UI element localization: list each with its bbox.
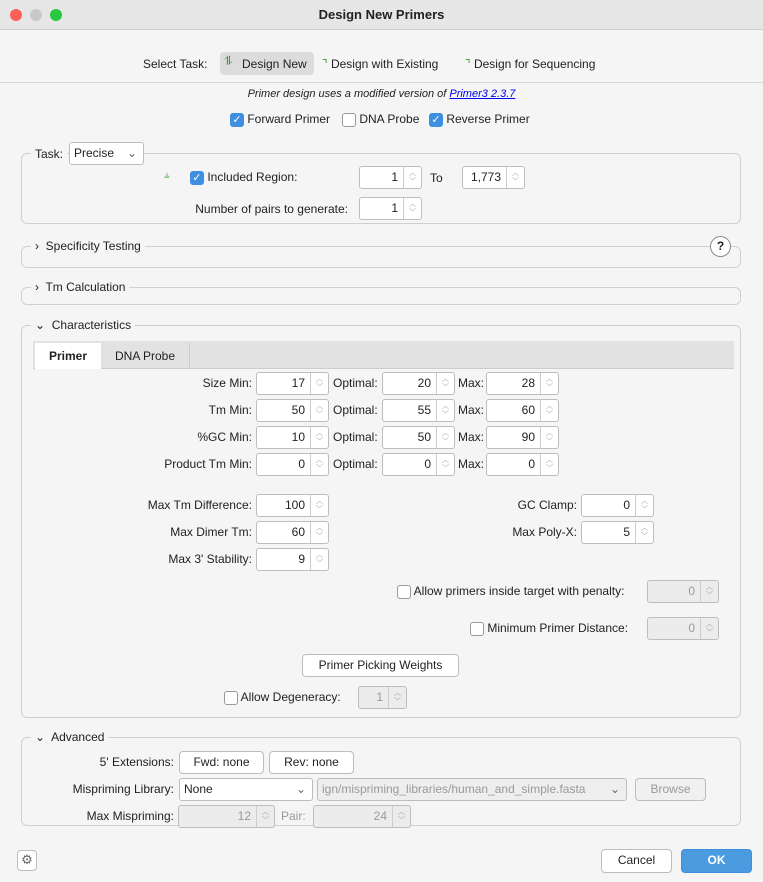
max-tm-diff-input[interactable]: 100 ︿ ﹀: [256, 494, 329, 517]
to-label: To: [430, 171, 443, 185]
max-input[interactable]: 90 ︿ ﹀: [486, 426, 559, 449]
checkbox-label: Forward Primer: [247, 112, 331, 126]
checkbox-label: DNA Probe: [359, 112, 420, 126]
ok-button[interactable]: OK: [681, 849, 752, 873]
tab-primer[interactable]: Primer: [35, 343, 101, 369]
checkbox-label: Reverse Primer: [446, 112, 530, 126]
optimal-label: Optimal:: [333, 457, 378, 471]
mispriming-library-label: Mispriming Library:: [72, 782, 174, 796]
primer3-link[interactable]: Primer3 2.3.7: [449, 88, 516, 100]
max-poly-x-label: Max Poly-X:: [512, 525, 577, 539]
specificity-toggle[interactable]: › Specificity Testing: [31, 238, 145, 254]
row-label: Size Min:: [202, 376, 252, 390]
characteristics-toggle[interactable]: ⌄ Characteristics: [31, 317, 135, 333]
task-design-sequencing[interactable]: [465, 56, 595, 72]
optimal-input[interactable]: 0 ︿ ﹀: [382, 453, 455, 476]
window-title: Design New Primers: [318, 7, 445, 22]
reverse-primer-checkbox[interactable]: ✓ Reverse Primer: [429, 111, 530, 127]
stepper-icon: ︿ ﹀: [700, 618, 718, 639]
pairs-input[interactable]: 1 ︿ ﹀: [359, 197, 422, 220]
max-dimer-tm-input[interactable]: 60 ︿ ﹀: [256, 521, 329, 544]
optimal-input[interactable]: 55 ︿ ﹀: [382, 399, 455, 422]
max-tm-diff-label: Max Tm Difference:: [147, 498, 252, 512]
tm-calculation-toggle[interactable]: › Tm Calculation: [31, 279, 129, 295]
min-input[interactable]: 17 ︿ ﹀: [256, 372, 329, 395]
row-label: Product Tm Min:: [164, 457, 252, 471]
max-label: Max:: [458, 376, 485, 390]
stepper-icon: ︿ ﹀: [388, 687, 406, 708]
max-label: Max:: [458, 430, 485, 444]
max-input[interactable]: 28 ︿ ﹀: [486, 372, 559, 395]
gc-clamp-label: GC Clamp:: [517, 498, 577, 512]
help-icon[interactable]: ?: [710, 236, 731, 257]
stepper-icon: ︿ ﹀: [310, 454, 328, 475]
optimal-label: Optimal:: [333, 376, 378, 390]
max-3-stability-input[interactable]: 9 ︿ ﹀: [256, 548, 329, 571]
design-existing-icon: ⌝: [322, 57, 328, 71]
divider: [0, 82, 763, 83]
chevron-down-icon: ⌄: [126, 146, 137, 160]
max-label: Max:: [458, 403, 485, 417]
stepper-icon: ︿ ﹀: [540, 427, 558, 448]
mispriming-library-select[interactable]: [179, 778, 313, 801]
design-new-icon: ⥮: [224, 54, 233, 68]
checkbox-label: Included Region:: [207, 170, 298, 184]
optimal-label: Optimal:: [333, 403, 378, 417]
stepper-icon: ︿ ﹀: [310, 427, 328, 448]
primer-picking-weights-button[interactable]: Primer Picking Weights: [302, 654, 459, 677]
task-label: Design for Sequencing: [473, 57, 596, 71]
forward-primer-checkbox[interactable]: ✓ Forward Primer: [230, 111, 330, 127]
region-from-input[interactable]: 1 ︿ ﹀: [359, 166, 422, 189]
min-input[interactable]: 10 ︿ ﹀: [256, 426, 329, 449]
cancel-button[interactable]: Cancel: [601, 849, 672, 873]
stepper-icon: ︿ ﹀: [436, 454, 454, 475]
dna-probe-checkbox[interactable]: [342, 111, 419, 127]
primer3-notice: [0, 86, 763, 102]
stepper-icon: ︿ ﹀: [540, 373, 558, 394]
stepper-icon: ︿ ﹀: [436, 427, 454, 448]
stepper-icon: ︿ ﹀: [310, 522, 328, 543]
task-select-value: Precise: [74, 146, 115, 160]
max-dimer-tm-label: Max Dimer Tm:: [170, 525, 252, 539]
stepper-icon: ︿ ﹀: [310, 373, 328, 394]
advanced-toggle[interactable]: ⌄ Advanced: [31, 729, 108, 745]
region-to-input[interactable]: 1,773 ︿ ﹀: [462, 166, 525, 189]
stepper-icon: ︿ ﹀: [403, 198, 421, 219]
inside-target-penalty-input[interactable]: 0 ︿ ﹀: [647, 580, 719, 603]
allow-degeneracy-checkbox[interactable]: [224, 689, 341, 705]
settings-gear-icon[interactable]: ⚙: [17, 850, 37, 871]
pair-mispriming-input[interactable]: 24 ︿ ﹀: [313, 805, 411, 828]
optimal-label: Optimal:: [333, 430, 378, 444]
stepper-icon: ︿ ﹀: [436, 373, 454, 394]
stepper-icon: ︿ ﹀: [256, 806, 274, 827]
title-bar: [0, 0, 763, 30]
tab-dna-probe[interactable]: DNA Probe: [101, 343, 190, 369]
row-label: Tm Min:: [208, 403, 252, 417]
stepper-icon: ︿ ﹀: [506, 167, 524, 188]
design-sequencing-icon: ⌝: [465, 57, 471, 71]
stepper-icon: ︿ ﹀: [310, 400, 328, 421]
task-select[interactable]: [69, 142, 144, 165]
stepper-icon: ︿ ﹀: [635, 522, 653, 543]
checkbox-label: Allow Degeneracy:: [240, 690, 341, 704]
gc-clamp-input[interactable]: 0 ︿ ﹀: [581, 494, 654, 517]
stepper-icon: ︿ ﹀: [700, 581, 718, 602]
task-label: Task:: [31, 146, 67, 162]
max-input[interactable]: 0 ︿ ﹀: [486, 453, 559, 476]
inside-target-checkbox[interactable]: [397, 583, 624, 599]
notice-text: Primer design uses a modified version of: [247, 88, 450, 100]
max-mispriming-label: Max Mispriming:: [86, 809, 174, 823]
chevron-down-icon: ⌄: [295, 782, 306, 796]
optimal-input[interactable]: 20 ︿ ﹀: [382, 372, 455, 395]
min-input[interactable]: 50 ︿ ﹀: [256, 399, 329, 422]
max-mispriming-input[interactable]: 12 ︿ ﹀: [178, 805, 275, 828]
stepper-icon: ︿ ﹀: [540, 454, 558, 475]
rev-extension-button[interactable]: Rev: none: [269, 751, 354, 774]
mispriming-library-value: None: [184, 782, 213, 796]
stepper-icon: ︿ ﹀: [392, 806, 410, 827]
optimal-input[interactable]: 50 ︿ ﹀: [382, 426, 455, 449]
select-task-label: Select Task:: [143, 57, 208, 71]
min-input[interactable]: 0 ︿ ﹀: [256, 453, 329, 476]
stepper-icon: ︿ ﹀: [436, 400, 454, 421]
task-label: Design with Existing: [330, 57, 439, 71]
included-region-checkbox[interactable]: ✓ Included Region:: [190, 169, 297, 185]
min-primer-distance-input[interactable]: 0 ︿ ﹀: [647, 617, 719, 640]
max-label: Max:: [458, 457, 485, 471]
stepper-icon: ︿ ﹀: [310, 549, 328, 570]
stepper-icon: ︿ ﹀: [403, 167, 421, 188]
min-primer-distance-checkbox[interactable]: [470, 620, 628, 636]
mispriming-path-select[interactable]: [317, 778, 627, 801]
stepper-icon: ︿ ﹀: [540, 400, 558, 421]
max-3-stability-label: Max 3' Stability:: [168, 552, 252, 566]
row-label: %GC Min:: [197, 430, 252, 444]
task-label: Design New: [242, 57, 307, 71]
checkbox-label: Minimum Primer Distance:: [487, 621, 629, 635]
degeneracy-input[interactable]: 1 ︿ ﹀: [358, 686, 407, 709]
max-input[interactable]: 60 ︿ ﹀: [486, 399, 559, 422]
pair-label: Pair:: [281, 809, 306, 823]
mispriming-path-value: ign/mispriming_libraries/human_and_simple.fasta: [322, 782, 586, 796]
fwd-extension-button[interactable]: Fwd: none: [179, 751, 264, 774]
browse-button[interactable]: Browse: [635, 778, 706, 801]
max-poly-x-input[interactable]: 5 ︿ ﹀: [581, 521, 654, 544]
extensions-label: 5' Extensions:: [99, 755, 174, 769]
region-icon: ⫨: [164, 170, 170, 181]
pairs-label: Number of pairs to generate:: [195, 202, 348, 216]
checkbox-label: Allow primers inside target with penalty:: [413, 584, 625, 598]
chevron-down-icon: ⌄: [609, 782, 620, 796]
stepper-icon: ︿ ﹀: [635, 495, 653, 516]
task-design-existing[interactable]: [322, 56, 438, 72]
task-design-new[interactable]: [220, 52, 314, 75]
stepper-icon: ︿ ﹀: [310, 495, 328, 516]
